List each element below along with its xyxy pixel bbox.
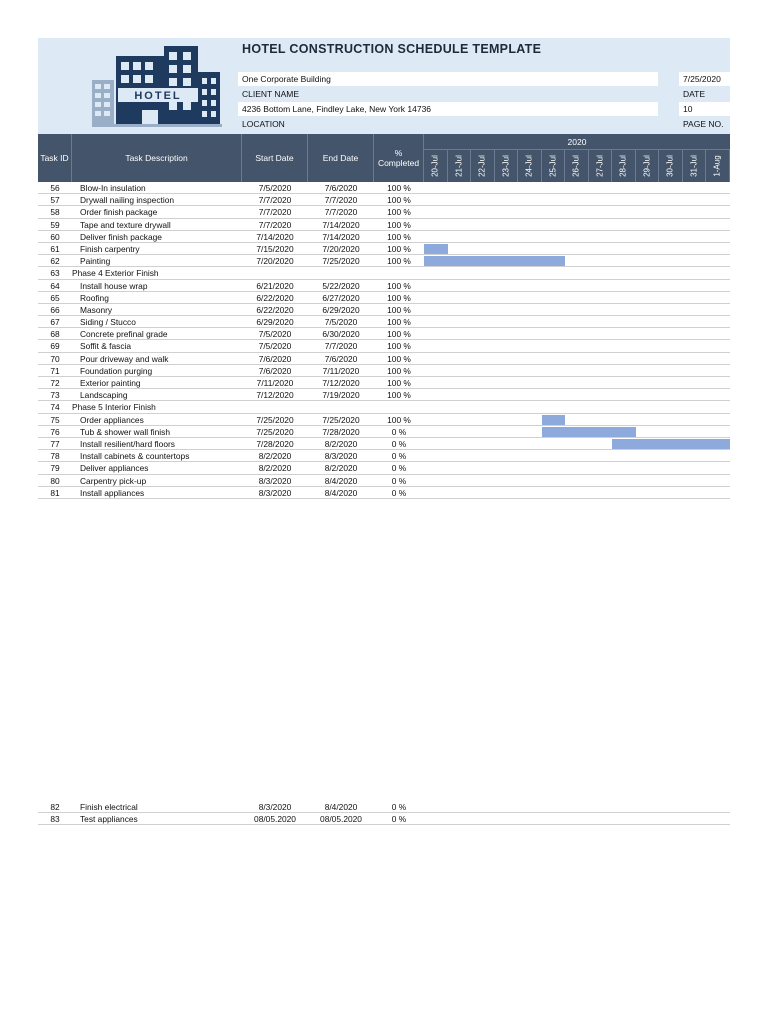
cell-end: 8/4/2020 bbox=[324, 475, 358, 486]
cell-id: 77 bbox=[50, 438, 60, 449]
cell-pct: 100 % bbox=[387, 183, 411, 193]
cell-pct: 100 % bbox=[387, 195, 411, 206]
logo-text: HOTEL bbox=[134, 90, 182, 102]
cell-end: 8/4/2020 bbox=[324, 487, 358, 498]
cell-end: 7/7/2020 bbox=[324, 207, 358, 218]
day-label: 29-Jul bbox=[642, 155, 652, 177]
cell-end: 8/2/2020 bbox=[324, 438, 358, 449]
cell-id: 72 bbox=[50, 378, 60, 388]
day-label: 24-Jul bbox=[524, 155, 534, 177]
cell-start: 6/22/2020 bbox=[256, 292, 294, 303]
gantt-bar bbox=[542, 427, 636, 437]
cell-end: 7/19/2020 bbox=[322, 390, 360, 401]
table-row bbox=[38, 292, 730, 304]
day-label: 27-Jul bbox=[595, 155, 605, 177]
cell-id: 62 bbox=[50, 256, 60, 267]
cell-id: 76 bbox=[50, 426, 60, 437]
table-row bbox=[38, 316, 730, 328]
cell-end: 7/12/2020 bbox=[322, 378, 360, 388]
cell-end: 5/22/2020 bbox=[322, 280, 360, 291]
task-rows bbox=[38, 182, 730, 499]
gantt-bar bbox=[424, 256, 565, 266]
page-no-label: PAGE NO. bbox=[683, 119, 724, 129]
cell-id: 73 bbox=[50, 390, 60, 401]
cell-pct: 0 % bbox=[391, 802, 407, 812]
cell-start: 7/5/2020 bbox=[258, 329, 292, 340]
col-task-description: Task Description bbox=[72, 134, 242, 182]
cell-desc: Install cabinets & countertops bbox=[80, 451, 190, 462]
cell-pct: 100 % bbox=[387, 365, 411, 376]
day-label: 21-Jul bbox=[454, 155, 464, 177]
table-header bbox=[38, 134, 730, 182]
day-column bbox=[565, 150, 589, 182]
cell-start: 7/11/2020 bbox=[256, 378, 294, 388]
cell-desc: Tub & shower wall finish bbox=[80, 426, 170, 437]
header-block bbox=[38, 38, 730, 134]
cell-start: 8/2/2020 bbox=[258, 451, 292, 462]
cell-desc: Soffit & fascia bbox=[80, 341, 132, 352]
table-row bbox=[38, 813, 730, 825]
cell-pct: 0 % bbox=[391, 438, 407, 449]
table-row bbox=[38, 438, 730, 450]
cell-end: 7/6/2020 bbox=[324, 183, 358, 193]
day-label: 30-Jul bbox=[665, 155, 675, 177]
cell-desc: Roofing bbox=[80, 292, 109, 303]
phase-row bbox=[38, 267, 730, 279]
cell-start: 7/25/2020 bbox=[256, 414, 294, 425]
client-name-value: One Corporate Building bbox=[238, 72, 658, 86]
cell-desc: Foundation purging bbox=[80, 365, 153, 376]
day-column bbox=[636, 150, 660, 182]
cell-id: 83 bbox=[50, 814, 60, 825]
year-label: 2020 bbox=[424, 134, 730, 150]
cell-pct: 100 % bbox=[387, 256, 411, 267]
cell-pct: 100 % bbox=[387, 219, 411, 230]
col-start-date: Start Date bbox=[242, 134, 308, 182]
cell-desc: Pour driveway and walk bbox=[80, 353, 169, 364]
cell-start: 8/2/2020 bbox=[258, 463, 292, 474]
cell-id: 69 bbox=[50, 341, 60, 352]
col-task-id: Task ID bbox=[38, 134, 72, 182]
schedule-sheet bbox=[38, 38, 730, 499]
cell-start: 7/28/2020 bbox=[256, 438, 294, 449]
cell-start: 8/3/2020 bbox=[258, 487, 292, 498]
cell-id: 70 bbox=[50, 353, 60, 364]
location-label: LOCATION bbox=[242, 119, 285, 129]
cell-start: 7/12/2020 bbox=[256, 390, 294, 401]
day-column bbox=[612, 150, 636, 182]
cell-desc: Drywall nailing inspection bbox=[80, 195, 175, 206]
table-row bbox=[38, 243, 730, 255]
cell-pct: 100 % bbox=[387, 414, 411, 425]
cell-pct: 0 % bbox=[391, 426, 407, 437]
cell-start: 7/5/2020 bbox=[258, 341, 292, 352]
cell-end: 7/14/2020 bbox=[322, 231, 360, 242]
cell-pct: 0 % bbox=[391, 451, 407, 462]
day-column bbox=[448, 150, 472, 182]
gantt-bar bbox=[612, 439, 730, 449]
cell-desc: Tape and texture drywall bbox=[80, 219, 171, 230]
day-label: 20-Jul bbox=[430, 155, 440, 177]
cell-end: 7/14/2020 bbox=[322, 219, 360, 230]
day-column bbox=[706, 150, 730, 182]
cell-pct: 0 % bbox=[391, 475, 407, 486]
cell-end: 8/3/2020 bbox=[324, 451, 358, 462]
date-value: 7/25/2020 bbox=[679, 72, 730, 86]
hotel-building-logo bbox=[92, 42, 228, 128]
cell-id: 66 bbox=[50, 304, 60, 315]
cell-id: 82 bbox=[50, 802, 60, 812]
cell-desc: Test appliances bbox=[80, 814, 138, 825]
document-title: HOTEL CONSTRUCTION SCHEDULE TEMPLATE bbox=[242, 42, 542, 56]
cell-end: 7/5/2020 bbox=[324, 317, 358, 328]
day-label: 23-Jul bbox=[501, 155, 511, 177]
cell-end: 7/7/2020 bbox=[324, 195, 358, 206]
header-row-location-label bbox=[238, 117, 730, 131]
cell-start: 7/7/2020 bbox=[258, 195, 292, 206]
cell-start: 7/7/2020 bbox=[258, 207, 292, 218]
cell-pct: 100 % bbox=[387, 341, 411, 352]
table-row bbox=[38, 365, 730, 377]
cell-end: 6/29/2020 bbox=[322, 304, 360, 315]
cell-end: 7/28/2020 bbox=[322, 426, 360, 437]
cell-end: 7/6/2020 bbox=[324, 353, 358, 364]
day-column bbox=[424, 150, 448, 182]
cell-end: 7/11/2020 bbox=[322, 365, 360, 376]
table-row bbox=[38, 328, 730, 340]
cell-end: 7/7/2020 bbox=[324, 341, 358, 352]
gantt-bar bbox=[542, 415, 566, 425]
table-row bbox=[38, 414, 730, 426]
date-label: DATE bbox=[683, 89, 706, 99]
cell-pct: 0 % bbox=[391, 463, 407, 474]
cell-id: 75 bbox=[50, 414, 60, 425]
table-row bbox=[38, 182, 730, 194]
table-row bbox=[38, 255, 730, 267]
cell-id: 79 bbox=[50, 463, 60, 474]
cell-pct: 100 % bbox=[387, 390, 411, 401]
header-row-address bbox=[238, 102, 730, 116]
cell-id: 61 bbox=[50, 243, 60, 254]
cell-pct: 0 % bbox=[391, 814, 407, 825]
cell-desc: Masonry bbox=[80, 304, 113, 315]
cell-id: 58 bbox=[50, 207, 60, 218]
cell-pct: 100 % bbox=[387, 378, 411, 388]
cell-desc: Install house wrap bbox=[80, 280, 148, 291]
cell-start: 6/29/2020 bbox=[256, 317, 294, 328]
cell-start: 7/7/2020 bbox=[258, 219, 292, 230]
day-column bbox=[683, 150, 707, 182]
client-name-label: CLIENT NAME bbox=[242, 89, 299, 99]
cell-id: 65 bbox=[50, 292, 60, 303]
cell-desc: Painting bbox=[80, 256, 111, 267]
cell-id: 71 bbox=[50, 365, 60, 376]
day-label: 31-Jul bbox=[689, 155, 699, 177]
cell-desc: Order appliances bbox=[80, 414, 144, 425]
cell-pct: 0 % bbox=[391, 487, 407, 498]
gantt-bar bbox=[424, 244, 448, 254]
phase-row bbox=[38, 401, 730, 413]
table-row bbox=[38, 340, 730, 352]
cell-id: 74 bbox=[50, 402, 60, 413]
day-column bbox=[589, 150, 613, 182]
cell-pct: 100 % bbox=[387, 304, 411, 315]
cell-start: 8/3/2020 bbox=[258, 475, 292, 486]
cell-desc: Phase 4 Exterior Finish bbox=[72, 268, 159, 279]
cell-id: 64 bbox=[50, 280, 60, 291]
cell-pct: 100 % bbox=[387, 353, 411, 364]
cell-pct: 100 % bbox=[387, 243, 411, 254]
cell-end: 6/30/2020 bbox=[322, 329, 360, 340]
table-row bbox=[38, 304, 730, 316]
cell-start: 7/6/2020 bbox=[258, 353, 292, 364]
cell-start: 6/22/2020 bbox=[256, 304, 294, 315]
table-row bbox=[38, 280, 730, 292]
cell-desc: Phase 5 Interior Finish bbox=[72, 402, 156, 413]
cell-id: 57 bbox=[50, 195, 60, 206]
day-column bbox=[495, 150, 519, 182]
day-label: 28-Jul bbox=[618, 155, 628, 177]
cell-desc: Siding / Stucco bbox=[80, 317, 136, 328]
cell-start: 7/20/2020 bbox=[256, 256, 294, 267]
table-row bbox=[38, 389, 730, 401]
cell-start: 7/5/2020 bbox=[258, 183, 292, 193]
page-no-value: 10 bbox=[679, 102, 730, 116]
table-row bbox=[38, 450, 730, 462]
cell-end: 7/25/2020 bbox=[322, 256, 360, 267]
cell-pct: 100 % bbox=[387, 280, 411, 291]
cell-desc: Blow-In insulation bbox=[80, 183, 146, 193]
table-row bbox=[38, 475, 730, 487]
cell-desc: Concrete prefinal grade bbox=[80, 329, 168, 340]
cell-desc: Finish carpentry bbox=[80, 243, 140, 254]
cell-end: 6/27/2020 bbox=[322, 292, 360, 303]
day-label: 22-Jul bbox=[477, 155, 487, 177]
cell-pct: 100 % bbox=[387, 329, 411, 340]
cell-id: 59 bbox=[50, 219, 60, 230]
cell-end: 8/2/2020 bbox=[324, 463, 358, 474]
cell-pct: 100 % bbox=[387, 207, 411, 218]
cell-id: 68 bbox=[50, 329, 60, 340]
cell-pct: 100 % bbox=[387, 231, 411, 242]
table-row bbox=[38, 353, 730, 365]
cell-desc: Landscaping bbox=[80, 390, 128, 401]
cell-id: 80 bbox=[50, 475, 60, 486]
cell-start: 7/15/2020 bbox=[256, 243, 294, 254]
cell-start: 6/21/2020 bbox=[256, 280, 294, 291]
cell-id: 67 bbox=[50, 317, 60, 328]
cell-end: 7/20/2020 bbox=[322, 243, 360, 254]
cell-desc: Deliver appliances bbox=[80, 463, 149, 474]
table-row bbox=[38, 377, 730, 389]
day-column bbox=[659, 150, 683, 182]
cell-id: 56 bbox=[50, 183, 60, 193]
header-row-building bbox=[238, 72, 730, 86]
day-label: 26-Jul bbox=[571, 155, 581, 177]
day-column bbox=[518, 150, 542, 182]
cell-id: 81 bbox=[50, 487, 60, 498]
header-row-client-label bbox=[238, 87, 730, 101]
day-label: 1-Aug bbox=[712, 155, 722, 177]
cell-desc: Carpentry pick-up bbox=[80, 475, 147, 486]
day-column bbox=[542, 150, 566, 182]
table-row bbox=[38, 462, 730, 474]
cell-desc: Exterior painting bbox=[80, 378, 141, 388]
cell-desc: Deliver finish package bbox=[80, 231, 162, 242]
cell-end: 7/25/2020 bbox=[322, 414, 360, 425]
cell-desc: Install appliances bbox=[80, 487, 145, 498]
cell-desc: Finish electrical bbox=[80, 802, 138, 812]
cell-id: 60 bbox=[50, 231, 60, 242]
cell-id: 63 bbox=[50, 268, 60, 279]
cell-end: 8/4/2020 bbox=[324, 802, 358, 812]
table-row bbox=[38, 219, 730, 231]
cell-start: 08/05.2020 bbox=[254, 814, 296, 825]
cell-start: 7/6/2020 bbox=[258, 365, 292, 376]
col-percent-completed: % Completed bbox=[374, 134, 424, 182]
cell-start: 8/3/2020 bbox=[258, 802, 292, 812]
table-row bbox=[38, 206, 730, 218]
cell-pct: 100 % bbox=[387, 317, 411, 328]
cell-desc: Install resilient/hard floors bbox=[80, 438, 175, 449]
table-row bbox=[38, 801, 730, 813]
day-label: 25-Jul bbox=[548, 155, 558, 177]
location-value: 4236 Bottom Lane, Findley Lake, New York 14736 bbox=[238, 102, 658, 116]
cell-id: 78 bbox=[50, 451, 60, 462]
col-end-date: End Date bbox=[308, 134, 374, 182]
table-row bbox=[38, 231, 730, 243]
day-column bbox=[471, 150, 495, 182]
cell-pct: 100 % bbox=[387, 292, 411, 303]
cell-start: 7/25/2020 bbox=[256, 426, 294, 437]
table-row bbox=[38, 426, 730, 438]
cell-desc: Order finish package bbox=[80, 207, 158, 218]
cell-end: 08/05.2020 bbox=[320, 814, 362, 825]
table-row bbox=[38, 487, 730, 499]
table-row bbox=[38, 194, 730, 206]
cell-start: 7/14/2020 bbox=[256, 231, 294, 242]
task-rows-continued bbox=[38, 801, 730, 825]
